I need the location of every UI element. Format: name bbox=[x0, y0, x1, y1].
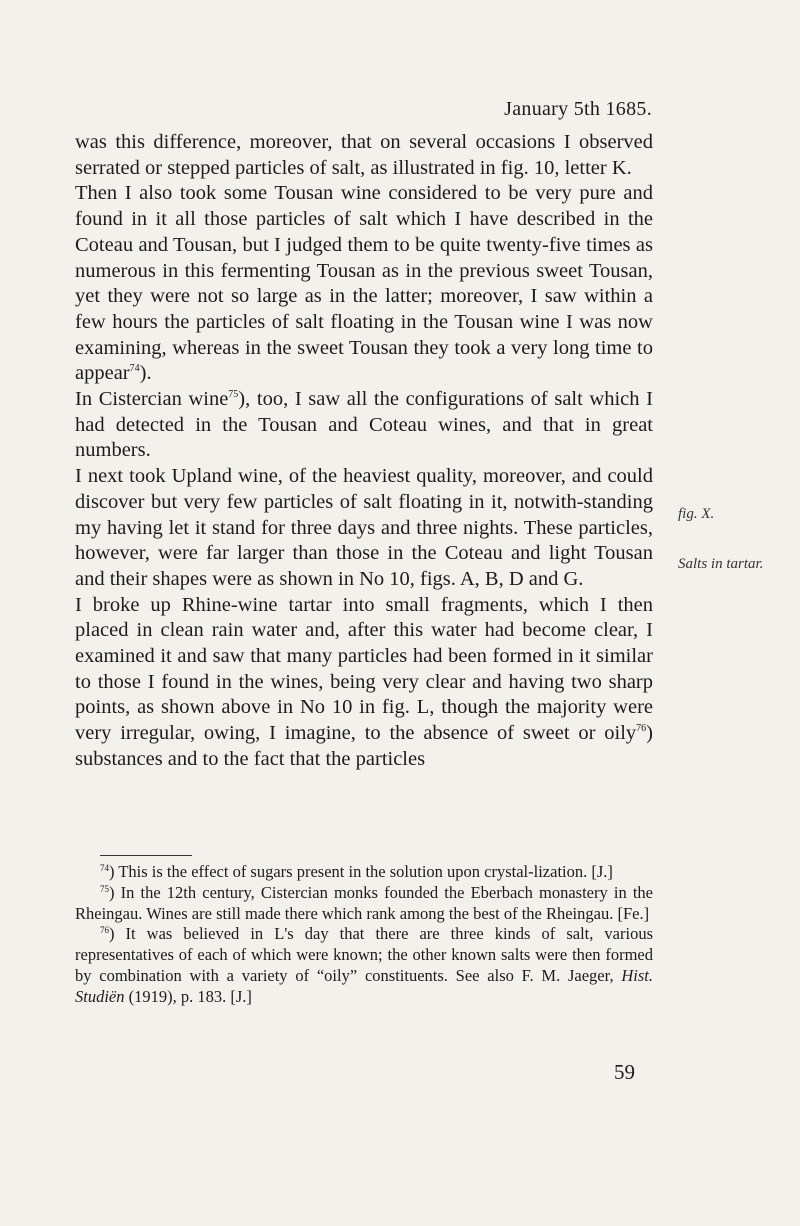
paragraph bbox=[75, 181, 653, 387]
footnote-ref[interactable]: 76 bbox=[636, 723, 647, 735]
paragraph-text: I broke up Rhine-wine tartar into small fragments, which I then placed in clean rain water and, after this water had become clear, I examined it and saw that many particles had been formed in it similar to those I found in the wines, being very clear and having two sharp points, as shown above in No 10 in fig. L, though the majority were very irregular, owing, I imagine, to the absence of sweet or oily bbox=[75, 593, 653, 745]
footnote-number: 75 bbox=[100, 883, 109, 894]
footnote-text: (1919), p. 183. [J.] bbox=[124, 986, 252, 1006]
footnotes bbox=[75, 862, 653, 1008]
footnote bbox=[75, 883, 653, 925]
paragraph bbox=[75, 130, 653, 181]
paragraph-text: was this difference, moreover, that on several occasions I observed serrated or stepped particles of salt, as illustrated in fig. 10, letter K. bbox=[75, 131, 653, 179]
footnote-citation-title: Hist. Studiën bbox=[75, 965, 653, 1006]
footnote-text: ) In the 12th century, Cistercian monks founded the Eberbach monastery in the Rheingau. Wines are still made there which rank among the best of the Rheingau. [Fe.] bbox=[75, 882, 653, 923]
footnote bbox=[75, 924, 653, 1007]
footnote-text: ) This is the effect of sugars present in the solution upon crystal-lization. [J.] bbox=[109, 862, 613, 881]
paragraph-text: ), too, I saw all the configurations of salt which I had detected in the Tousan and Coteau wines, and that in great numbers. bbox=[75, 388, 653, 462]
footnote-divider bbox=[100, 855, 192, 856]
footnote-number: 74 bbox=[100, 863, 109, 873]
footnote-ref[interactable]: 74 bbox=[129, 363, 140, 375]
paragraph-text: ) substances and to the fact that the particles bbox=[75, 722, 653, 770]
main-text bbox=[75, 130, 653, 773]
footnote bbox=[75, 862, 653, 883]
margin-note-salts: Salts in tartar. bbox=[678, 556, 764, 572]
margin-note-fig: fig. X. bbox=[678, 506, 715, 522]
paragraph-text: ). bbox=[139, 362, 152, 385]
paragraph-text: I next took Upland wine, of the heaviest quality, moreover, and could discover but very few particles of salt floating in it, notwith-standing my having let it stand for three days and three nights. These particles, however, were far larger than those in the Coteau and light Tousan and their shapes were as shown in No 10, figs. A, B, D and G. bbox=[75, 465, 653, 590]
paragraph bbox=[75, 387, 653, 464]
footnote-ref[interactable]: 75 bbox=[228, 389, 239, 401]
paragraph-text: Then I also took some Tousan wine considered to be very pure and found in it all those particles of salt which I have described in the Coteau and Tousan, but I judged them to be quite twenty-five times as numerous in this fermenting Tousan as in the previous sweet Tousan, yet they were not so large as in the latter; moreover, I saw within a few hours the particles of salt floating in the Tousan wine I was now examining, whereas in the sweet Tousan they took a very long time to appear bbox=[75, 182, 653, 385]
footnote-number: 76 bbox=[100, 925, 109, 936]
running-head: January 5th 1685. bbox=[504, 98, 652, 120]
footnote-text: ) It was believed in L's day that there are three kinds of salt, various representatives of each of which were known; the other known salts were then formed by combination with a variety of “oily” constituents. See also F. M. Jaeger, bbox=[75, 924, 653, 985]
paragraph bbox=[75, 593, 653, 773]
paragraph bbox=[75, 464, 653, 593]
paragraph-text: In Cistercian wine bbox=[75, 388, 229, 411]
page-number: 59 bbox=[614, 1060, 635, 1084]
